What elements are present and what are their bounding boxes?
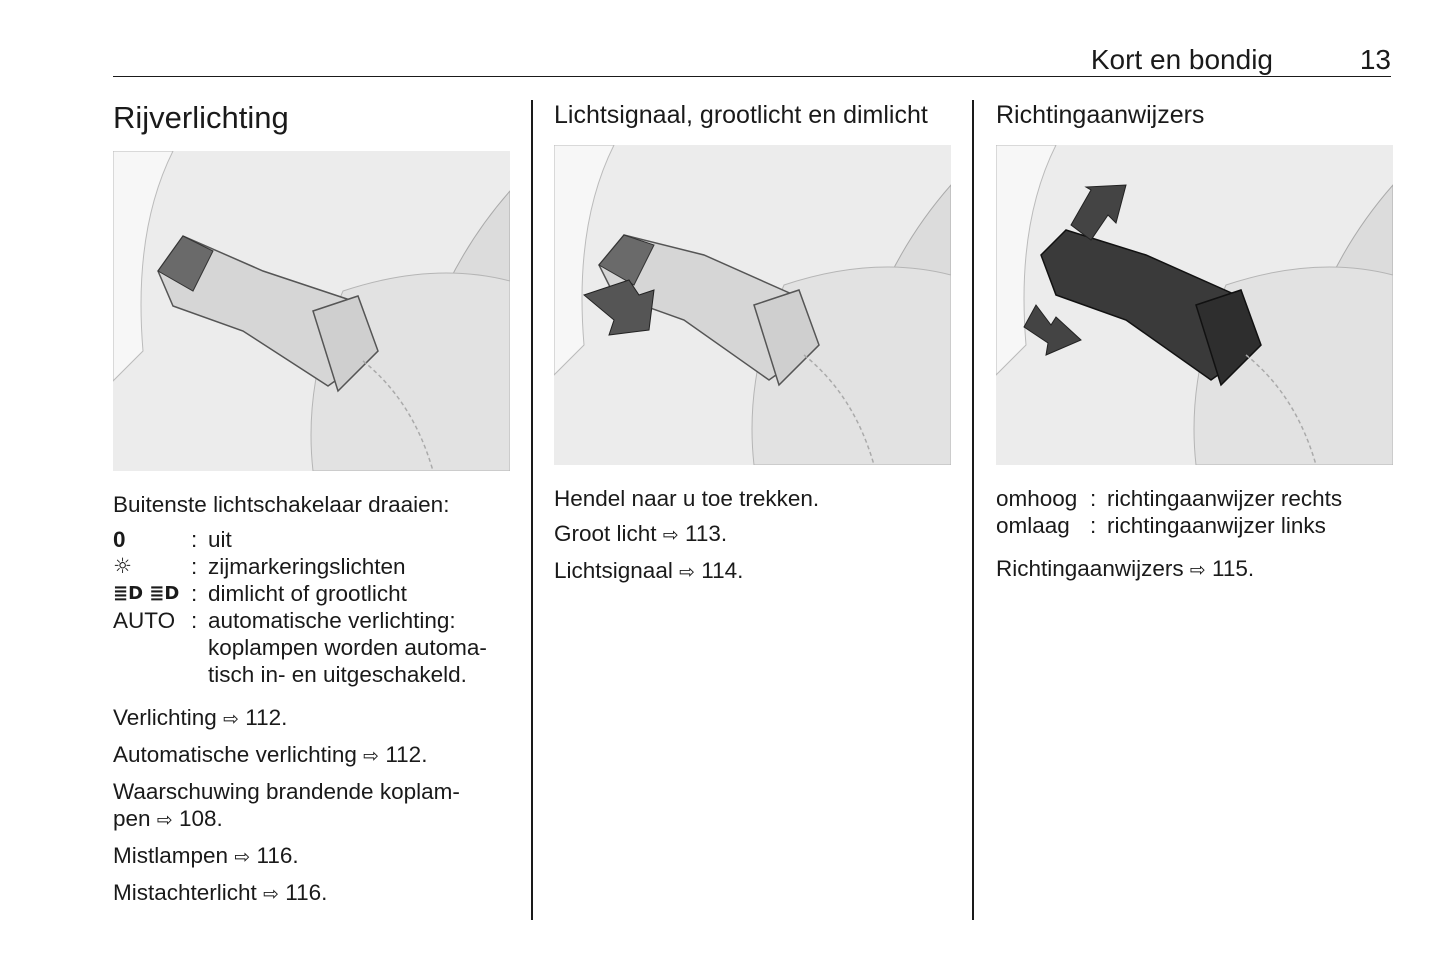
colon: : [1090,513,1097,538]
position-text: dimlicht of grootlicht [208,581,407,606]
colon: : [191,581,198,606]
reference-arrow-icon: ⇨ [363,746,380,767]
instruction-text: Hendel naar u toe trekken. [554,486,820,511]
section-title: Kort en bondig [1090,44,1273,75]
page-header [113,38,1391,77]
direction-key: omhoog [996,486,1078,511]
turn-signal-table [996,485,1342,539]
reference-arrow-icon: ⇨ [1189,560,1206,581]
position-text [208,607,487,688]
cross-reference: Automatische verlichting ⇨ 112. [113,742,428,767]
column-divider [531,100,533,920]
position-text: uit [208,527,232,552]
reference-arrow-icon: ⇨ [156,810,173,831]
sidelight-icon: ☼ [113,554,132,578]
position-symbol: 0 [113,527,126,552]
section-heading: Rijverlichting [113,100,289,135]
section-heading: Richtingaanwijzers [996,101,1205,129]
high-beam-illustration [554,145,951,465]
cross-reference: Groot licht ⇨ 113. [554,521,728,546]
column-rijverlichting [113,98,511,916]
colon: : [191,554,198,579]
direction-key: omlaag [996,513,1070,538]
cross-reference: Mistachterlicht ⇨ 116. [113,880,328,905]
position-text: zijmarkeringslichten [208,554,406,579]
reference-arrow-icon: ⇨ [679,562,696,583]
switch-positions-table [113,526,487,688]
colon: : [191,527,198,552]
intro-text: Buitenste lichtschakelaar draaien: [113,492,450,517]
position-text-line: tisch in- en uitgeschakeld. [208,662,467,687]
light-switch-illustration [113,151,510,471]
position-symbol: AUTO [113,608,176,633]
table-row [996,485,1342,512]
position-text-line: automatische verlichting: [208,608,456,633]
column-richtingaanwijzers [996,98,1394,592]
reference-arrow-icon: ⇨ [662,525,679,546]
section-heading: Lichtsignaal, grootlicht en dimlicht [554,101,928,129]
table-row [996,512,1342,539]
position-text-line: koplampen worden automa- [208,635,487,660]
table-row [113,553,487,580]
column-divider [972,100,974,920]
colon: : [191,608,198,633]
cross-reference: Lichtsignaal ⇨ 114. [554,558,744,583]
reference-arrow-icon: ⇨ [263,884,279,905]
column-lichtsignaal [554,98,952,594]
reference-arrow-icon: ⇨ [223,709,239,730]
table-row [113,526,487,553]
direction-text: richtingaanwijzer rechts [1107,486,1343,511]
reference-arrow-icon: ⇨ [234,847,251,868]
direction-text: richtingaanwijzer links [1107,513,1326,538]
cross-reference: Waarschuwing brandende koplam- pen ⇨ 108. [113,779,460,831]
turn-signal-illustration [996,145,1393,465]
page-number: 13 [1359,44,1391,75]
colon: : [1090,486,1097,511]
headlight-icon: ≣D ≣D [113,583,180,604]
cross-reference: Richtingaanwijzers ⇨ 115. [996,556,1255,581]
cross-reference: Verlichting ⇨ 112. [113,705,288,730]
table-row [113,580,487,607]
cross-reference: Mistlampen ⇨ 116. [113,843,299,868]
table-row [113,607,487,688]
